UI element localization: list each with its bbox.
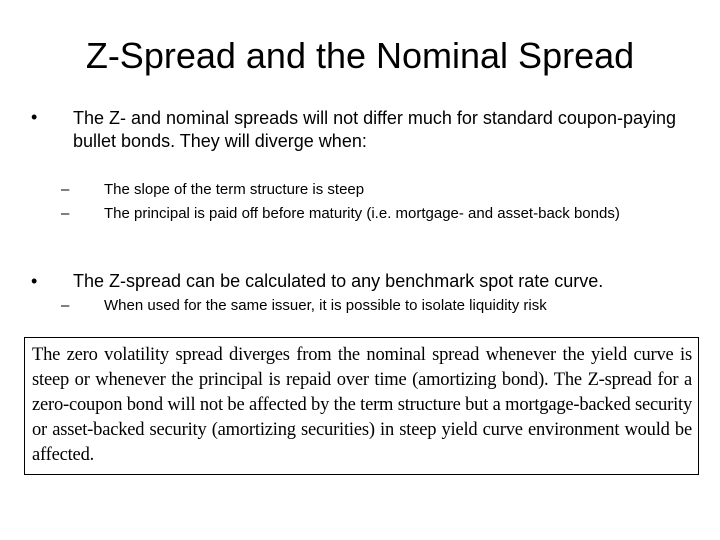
bullet-text-1: The Z- and nominal spreads will not differ much for standard coupon-paying bullet bonds. They will diverge when: (73, 108, 676, 151)
bullet-marker: • (31, 107, 38, 127)
excerpt-box (24, 337, 699, 475)
bullet-marker: • (31, 271, 38, 291)
bullet-text-2: The Z-spread can be calculated to any benchmark spot rate curve. (73, 271, 604, 291)
excerpt-text: The zero volatility spread diverges from the nominal spread whenever the yield curve is steep or whenever the principal is repaid over time (amortizing bond). The Z-spread for a zero-coupon bond will not be affected by the term structure but a mortgage-backed security or asset-backed security (amortizing securities) in steep yield curve environment would be affected. (32, 345, 692, 465)
sub-bullet-text-1: The slope of the term structure is steep (104, 181, 365, 198)
dash-marker: – (61, 181, 70, 198)
dash-marker: – (61, 205, 70, 222)
slide-title: Z-Spread and the Nominal Spread (85, 35, 635, 76)
sub-bullet-text-3: When used for the same issuer, it is possible to isolate liquidity risk (104, 297, 547, 314)
dash-marker: – (61, 297, 70, 314)
sub-bullet-text-2: The principal is paid off before maturity (i.e. mortgage- and asset-back bonds) (104, 205, 620, 222)
